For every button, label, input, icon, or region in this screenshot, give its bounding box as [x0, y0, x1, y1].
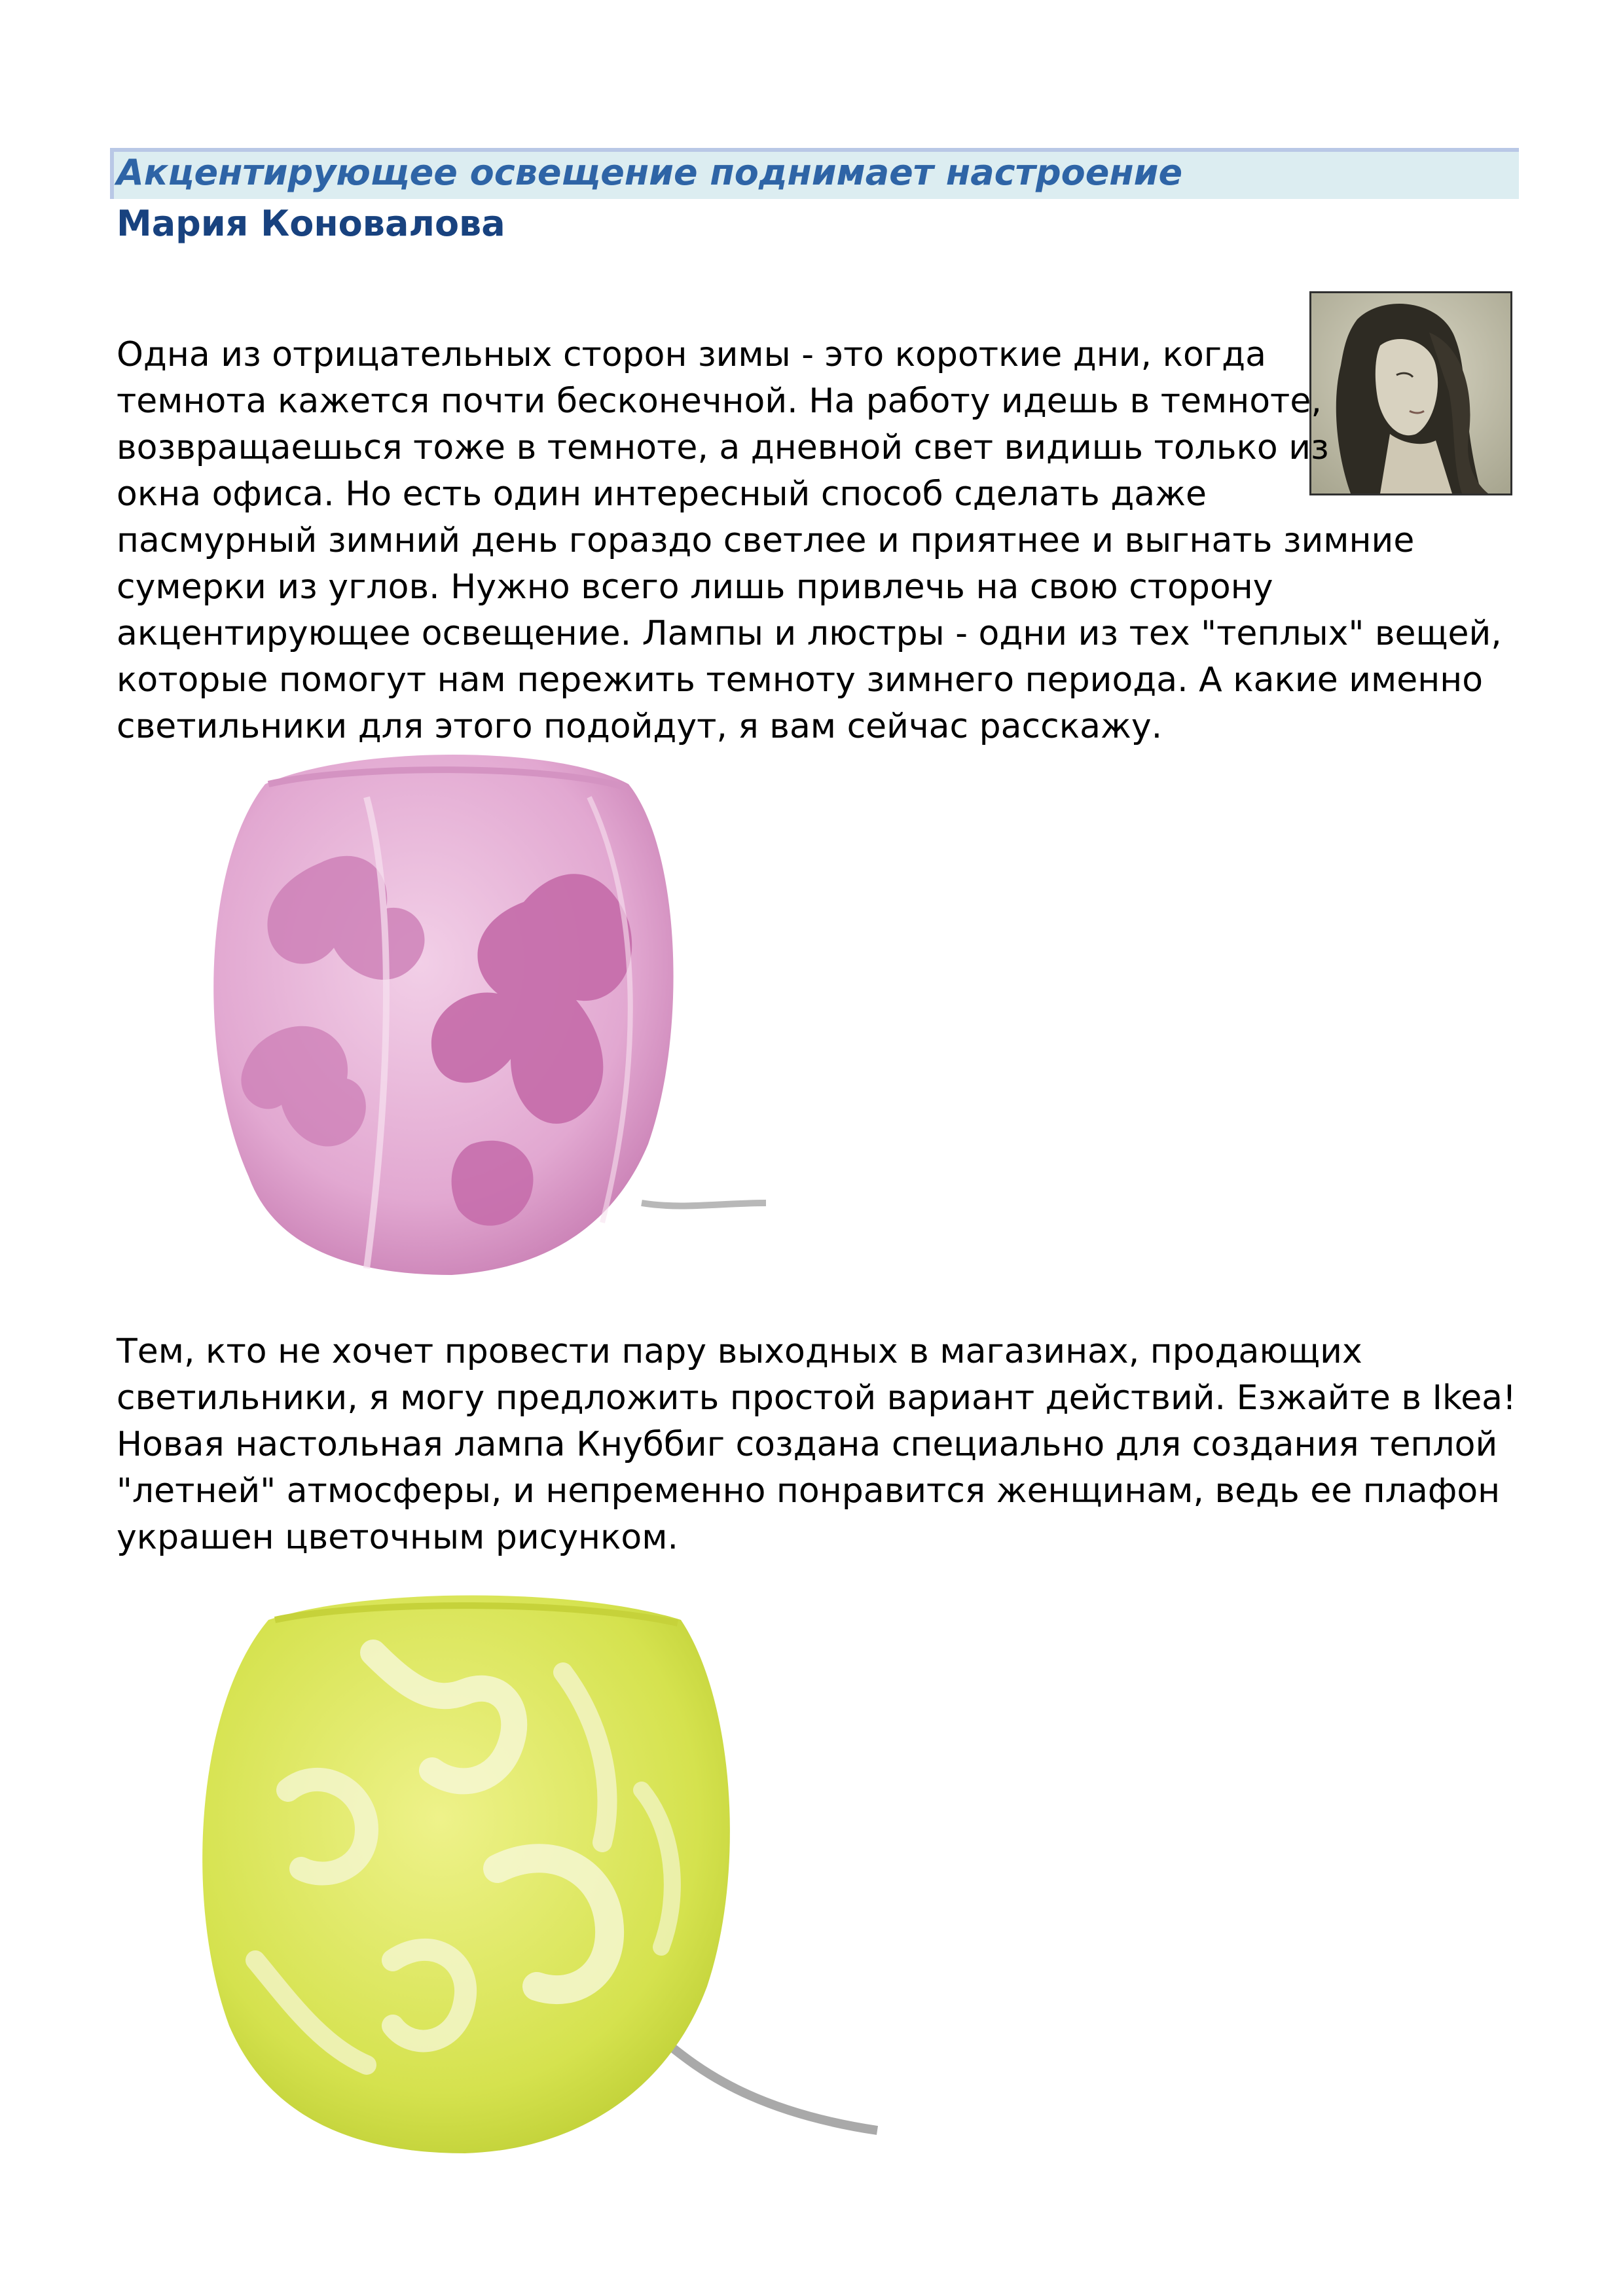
pink-lamp-image	[157, 751, 812, 1295]
text-line: акцентирующее освещение. Лампы и люстры - одни из тех "теплых" вещей,	[117, 614, 1502, 653]
text-line: которые помогут нам пережить темноту зимнего периода. А какие именно	[117, 660, 1484, 700]
text-line: светильники для этого подойдут, я вам сейчас расскажу.	[117, 707, 1163, 746]
article-title: Акцентирующее освещение поднимает настроение	[117, 152, 1183, 193]
article-author: Мария Коновалова	[117, 203, 505, 244]
text-line: "летней" атмосферы, и непременно понравится женщинам, ведь ее плафон	[117, 1471, 1501, 1511]
text-line: Тем, кто не хочет провести пару выходных в магазинах, продающих	[117, 1332, 1362, 1371]
text-line: темнота кажется почти бесконечной. На работу идешь в темноте,	[117, 382, 1322, 421]
text-line: окна офиса. Но есть один интересный способ сделать даже	[117, 475, 1207, 514]
text-line: украшен цветочным рисунком.	[117, 1518, 678, 1557]
text-line: возвращаешься тоже в темноте, а дневной свет видишь только из	[117, 428, 1329, 467]
intro-paragraph	[117, 332, 1502, 750]
text-line: Новая настольная лампа Кнуббиг создана специально для создания теплой	[117, 1425, 1498, 1464]
text-line: пасмурный зимний день гораздо светлее и приятнее и выгнать зимние	[117, 521, 1415, 560]
ikea-paragraph	[117, 1329, 1516, 1561]
text-line: Одна из отрицательных сторон зимы - это короткие дни, когда	[117, 335, 1266, 374]
text-line: сумерки из углов. Нужно всего лишь привлечь на свою сторону	[117, 567, 1273, 607]
yellow-lamp-image	[157, 1594, 890, 2157]
text-line: светильники, я могу предложить простой вариант действий. Езжайте в Ikea!	[117, 1378, 1516, 1418]
